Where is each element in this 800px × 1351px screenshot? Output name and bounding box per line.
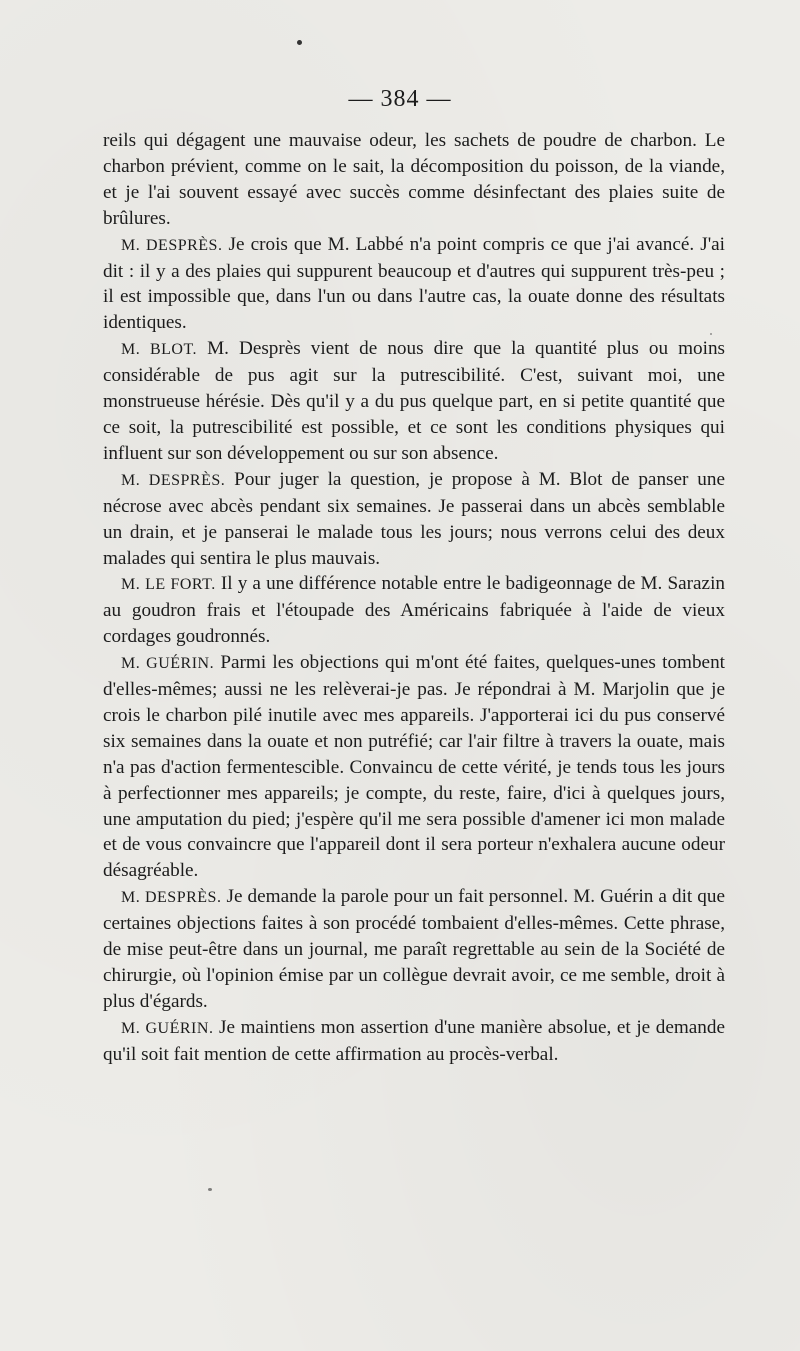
speaker-name: M. DESPRÈS. (121, 471, 226, 489)
paragraph (103, 232, 725, 337)
paragraph-text: Il y a une différence notable entre le badigeonnage de M. Sarazin au goudron frais et l'étoupade des Américains fabriquée à l'aide de vieux cordages goudronnés. (103, 573, 725, 648)
paragraph-text: Parmi les objections qui m'ont été faites, quelques-unes tombent d'elles-mêmes; aussi ne les relèverai-je pas. Je répondrai à M. Marjolin que je crois le charbon pilé inutile avec mes appareils. J'apporterai ici du pus conservé six semaines dans la ouate et non putréfié; car l'air filtre à travers la ouate, mais n'a pas d'action fermentescible. Convaincu de cette vérité, je tends tous les jours à perfectionner mes appareils; je compte, du reste, faire, d'ici à quelques jours, une amputation du pied; j'espère qu'il me sera possible d'amener ici mon malade et de vous convaincre que l'appareil dont il sera porteur n'exhalera aucune odeur désagréable. (103, 652, 726, 882)
speaker-name: M. DESPRÈS. (121, 236, 223, 254)
paragraph (103, 336, 725, 467)
paragraph (103, 1015, 725, 1068)
paragraph-text: Je maintiens mon assertion d'une manière absolue, et je demande qu'il soit fait mention de cette affirmation au procès-verbal. (103, 1016, 726, 1065)
paragraph-text: reils qui dégagent une mauvaise odeur, les sachets de poudre de charbon. Le charbon prévient, comme on le sait, la décomposition du poisson, de la viande, et je l'ai souvent essayé avec succès comme désinfectant des plaies suite de brûlures. (103, 130, 725, 229)
paragraph (103, 884, 725, 1015)
body-text (103, 128, 725, 1068)
paragraph (103, 571, 725, 650)
paragraph-text: Pour juger la question, je propose à M. Blot de panser une nécrose avec abcès pendant six semaines. Je passerai dans un abcès semblable un drain, et je panserai le malade tous les jours; nous verrons celui des deux malades qui sentira le plus mauvais. (103, 468, 725, 569)
speaker-name: M. GUÉRIN. (121, 1019, 214, 1037)
ink-speck (208, 1188, 212, 1191)
paragraph (103, 650, 725, 884)
paragraph-text: Je demande la parole pour un fait personnel. M. Guérin a dit que certaines objections faites à son procédé tombaient d'elles-mêmes. Cette phrase, de mise peut-être dans un journal, me paraît regrettable au sein de la Société de chirurgie, où l'opinion émise par un collègue devrait avoir, ce me semble, droit à plus d'égards. (103, 886, 725, 1012)
speaker-name: M. DESPRÈS. (121, 889, 222, 907)
speaker-name: M. LE FORT. (121, 576, 216, 594)
paragraph (103, 467, 725, 572)
paragraph-text: M. Desprès vient de nous dire que la quantité plus ou moins considérable de pus agit sur la putrescibilité. C'est, suivant moi, une monstrueuse hérésie. Dès qu'il y a du pus quelque part, en si petite quantité que ce soit, la putrescibilité est possible, et ce sont les conditions physiques qui influent sur son développement ou sur son absence. (103, 338, 726, 464)
ink-speck (297, 40, 302, 45)
paragraph-text: Je crois que M. Labbé n'a point compris ce que j'ai avancé. J'ai dit : il y a des plaies qui suppurent beaucoup et d'autres qui suppurent très-peu ; il est impossible que, dans l'un ou dans l'autre cas, la ouate donne des résultats identiques. (103, 233, 726, 334)
paragraph (103, 128, 725, 232)
speaker-name: M. GUÉRIN. (121, 655, 215, 673)
page-number: — 384 — (348, 86, 452, 112)
speaker-name: M. BLOT. (121, 341, 198, 359)
